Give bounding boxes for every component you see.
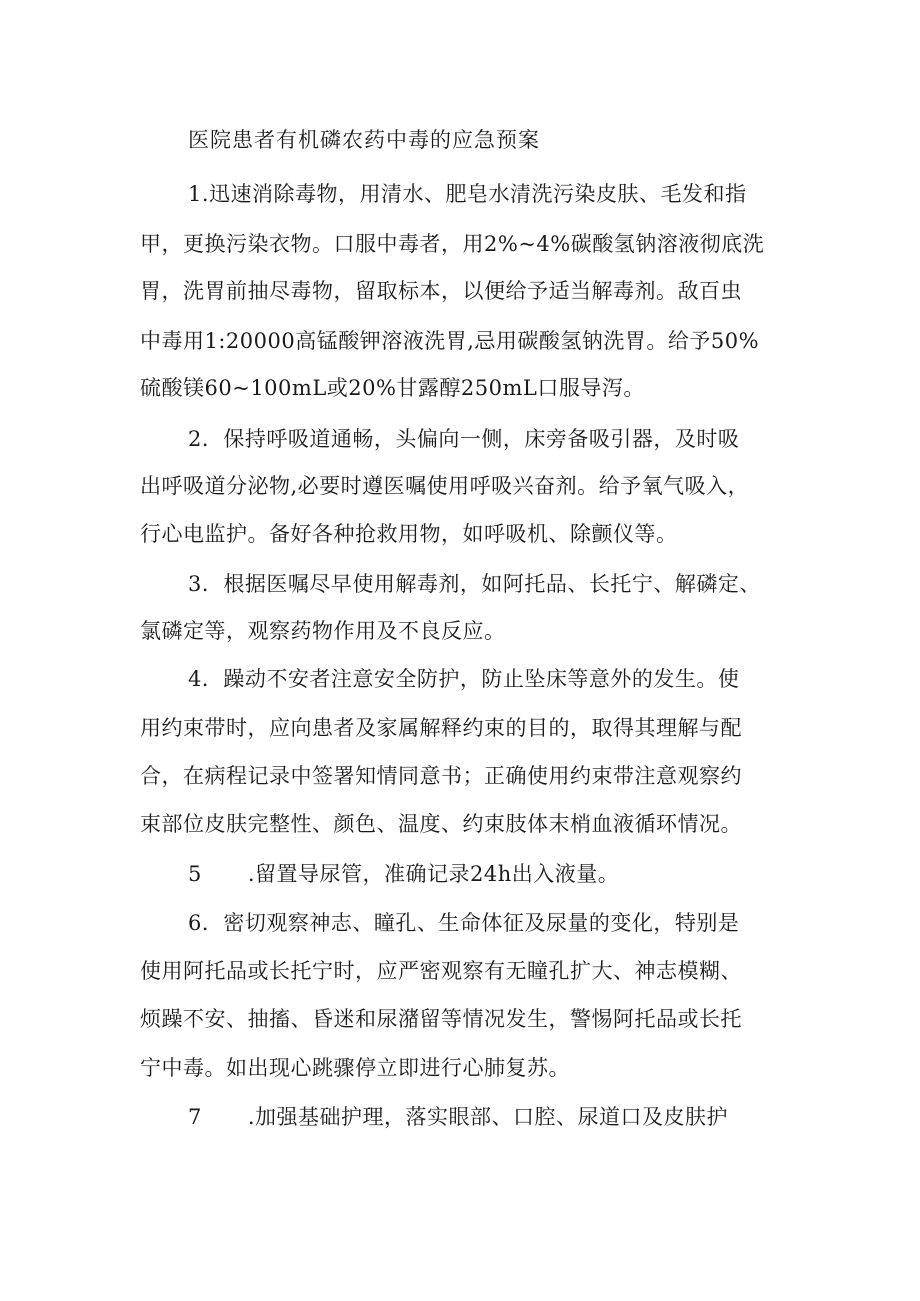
paragraph-1-line-5: 硫酸镁60~100mL或20%甘露醇250mL口服导泻。 <box>140 376 645 400</box>
paragraph-1-line-2: 甲，更换污染衣物。口服中毒者，用2%~4%碳酸氢钠溶液彻底洗 <box>140 232 765 256</box>
paragraph-7-number: 7 <box>188 1105 202 1129</box>
paragraph-7-text: .加强基础护理，落实眼部、口腔、尿道口及皮肤护 <box>247 1105 729 1129</box>
paragraph-5-line-1 <box>188 858 619 888</box>
paragraph-5-number: 5 <box>188 862 202 886</box>
paragraph-4-line-2: 用约束带时，应向患者及家属解释约束的目的，取得其理解与配 <box>140 716 742 740</box>
paragraph-6-line-2: 使用阿托品或长托宁时，应严密观察有无瞳孔扩大、神志模糊、 <box>140 959 742 983</box>
paragraph-4-line-1: 4．躁动不安者注意安全防护，防止坠床等意外的发生。使 <box>188 667 740 691</box>
paragraph-2-line-2: 出呼吸道分泌物,必要时遵医嘱使用呼吸兴奋剂。给予氧气吸入， <box>140 474 750 498</box>
page-title: 医院患者有机磷农药中毒的应急预案 <box>188 128 540 152</box>
paragraph-3-line-2: 氯磷定等，观察药物作用及不良反应。 <box>140 619 506 643</box>
paragraph-2-line-1: 2．保持呼吸道通畅，头偏向一侧，床旁备吸引器，及时吸 <box>188 427 740 451</box>
paragraph-1-line-4: 中毒用1:20000高锰酸钾溶液洗胃,忌用碳酸氢钠洗胃。给予50% <box>140 329 760 353</box>
paragraph-1-line-1: 1.迅速消除毒物，用清水、肥皂水清洗污染皮肤、毛发和指 <box>188 182 747 206</box>
paragraph-2-line-3: 行心电监护。备好各种抢救用物，如呼吸机、除颤仪等。 <box>140 522 678 546</box>
paragraph-6-line-4: 宁中毒。如出现心跳骤停立即进行心肺复苏。 <box>140 1056 570 1080</box>
paragraph-1-line-3: 胃，洗胃前抽尽毒物，留取标本，以便给予适当解毒剂。敌百虫 <box>140 279 742 303</box>
paragraph-6-line-3: 烦躁不安、抽搐、昏迷和尿潴留等情况发生，警惕阿托品或长托 <box>140 1007 742 1031</box>
paragraph-4-line-3: 合，在病程记录中签署知情同意书；正确使用约束带注意观察约 <box>140 764 742 788</box>
paragraph-7-line-1 <box>188 1101 728 1131</box>
paragraph-4-line-4: 束部位皮肤完整性、颜色、温度、约束肢体末梢血液循环情况。 <box>140 812 742 836</box>
paragraph-5-text: .留置导尿管，准确记录24h出入液量。 <box>247 862 620 886</box>
paragraph-3-line-1: 3．根据医嘱尽早使用解毒剂，如阿托品、长托宁、解磷定、 <box>188 572 761 596</box>
paragraph-6-line-1: 6．密切观察神志、瞳孔、生命体征及尿量的变化，特别是 <box>188 911 740 935</box>
